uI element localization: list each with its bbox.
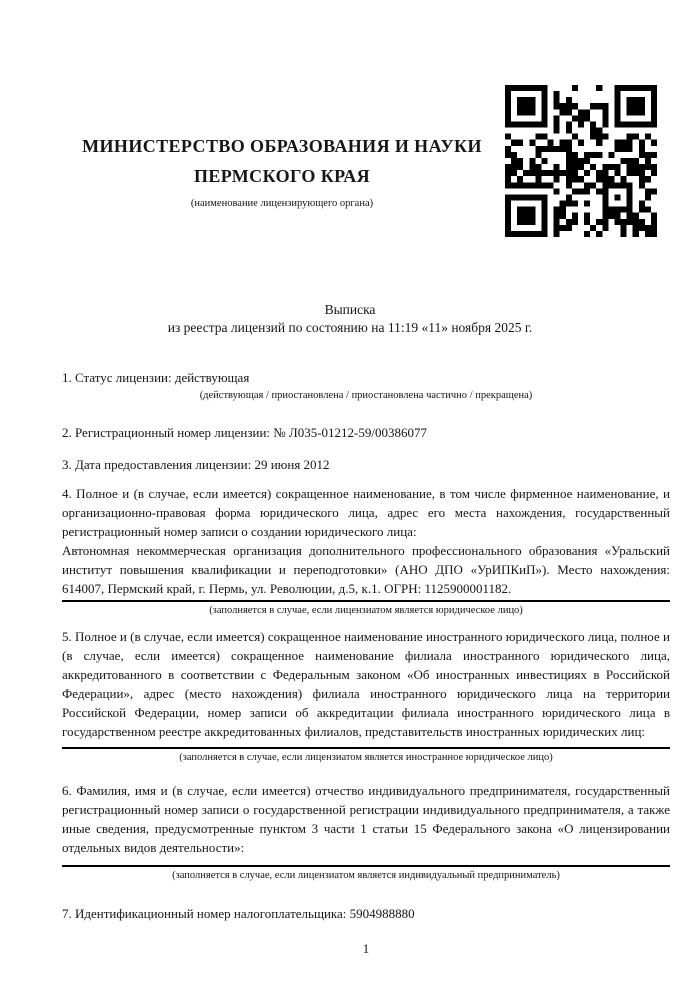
document-header — [0, 0, 700, 237]
registration-number-text: 2. Регистрационный номер лицензии: № Л035-01212-59/00386077 — [62, 425, 428, 440]
license-date-text: 3. Дата предоставления лицензии: 29 июня 2012 — [62, 457, 330, 472]
item-3-license-date — [62, 455, 670, 474]
item-2-registration-number — [62, 423, 670, 442]
individual-entrepreneur-fill-line — [62, 865, 670, 867]
page-number: 1 — [362, 941, 370, 956]
legal-entity-note: (заполняется в случае, если лицензиатом является юридическое лицо) — [209, 605, 523, 616]
legal-entity-value: Автономная некоммерческая организация дополнительного профессионального образования «Уральский институт повышения квалификации и переподготовки» (АНО ДПО «УрИПКиП»). Место нахождения: 614007, Пермский край, г. Пермь, ул. Революции, д.5, к.1. ОГРН: 1125900001182. — [62, 543, 670, 596]
license-status-options-note: (действующая / приостановлена / приостановлена частично / прекращена) — [199, 390, 533, 401]
licensing-authority-block — [62, 85, 502, 210]
license-status-text: 1. Статус лицензии: действующая — [62, 370, 250, 385]
item-4-legal-entity — [62, 484, 670, 618]
ministry-name-line2: ПЕРМСКОГО КРАЯ — [193, 166, 371, 186]
legal-entity-fill-line — [62, 600, 670, 602]
individual-entrepreneur-label: 6. Фамилия, имя и (в случае, если имеется) отчество индивидуального предпринимателя, государственный регистрационный номер записи о государственной регистрации индивидуального предпринимателя, а также иные сведения, предусмотренные пунктом 3 части 1 статьи 15 Федерального закона «О лицензировании отдельных видов деятельности»: — [62, 783, 670, 855]
extract-title: Выписка — [324, 302, 376, 317]
item-6-individual-entrepreneur — [62, 781, 670, 883]
qr-code — [505, 85, 657, 237]
item-1-license-status — [62, 368, 670, 403]
item-5-foreign-entity — [62, 627, 670, 765]
document-body — [62, 368, 670, 957]
foreign-entity-label: 5. Полное и (в случае, если имеется) сокращенное наименование иностранного юридического лица, полное и (в случае, если имеется) сокращенное наименование филиала иностранного юридического лица, аккредитованного в соответствии с Федеральным законом «Об иностранных инвестициях в Российской Федерации», адрес (место нахождения) филиала иностранного юридического лица на территории Российской Федерации, номер записи об аккредитации филиала иностранного юридического лица в государственном реестре аккредитованных филиалов, представительств иностранных юридических лиц: — [62, 629, 670, 739]
foreign-entity-note: (заполняется в случае, если лицензиатом является иностранное юридическое лицо) — [179, 752, 553, 763]
individual-entrepreneur-note: (заполняется в случае, если лицензиатом является индивидуальный предприниматель) — [172, 870, 560, 881]
ministry-name-line1: МИНИСТЕРСТВО ОБРАЗОВАНИЯ И НАУКИ — [82, 136, 482, 156]
foreign-entity-fill-line — [62, 747, 670, 749]
legal-entity-label: 4. Полное и (в случае, если имеется) сокращенное наименование, в том числе фирменное наименование, и организационно-правовая форма юридического лица, адрес его места нахождения, государственный регистрационный номер записи о создании юридического лица: — [62, 486, 670, 539]
item-7-taxpayer-id — [62, 904, 670, 923]
extract-subtitle: из реестра лицензий по состоянию на 11:19 «11» ноября 2025 г. — [167, 320, 533, 335]
taxpayer-id-text: 7. Идентификационный номер налогоплательщика: 5904988880 — [62, 906, 415, 921]
qr-code-image — [505, 85, 657, 237]
ministry-note: (наименование лицензирующего органа) — [190, 198, 374, 209]
extract-title-block — [0, 301, 700, 337]
